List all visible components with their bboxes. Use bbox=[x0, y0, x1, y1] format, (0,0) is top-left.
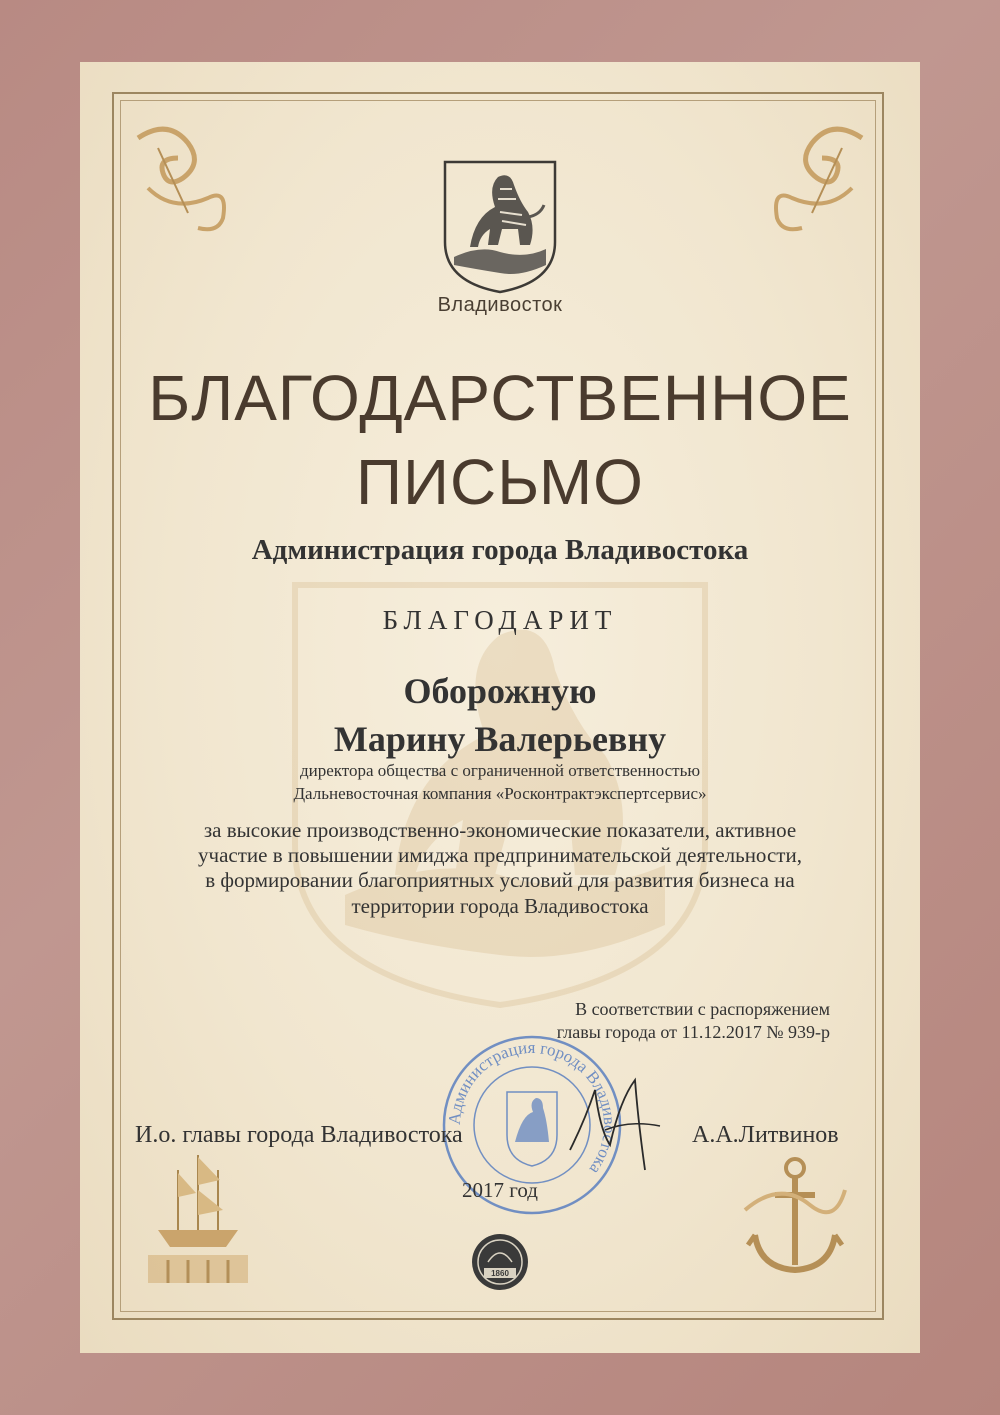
recipient-given-names: Марину Валерьевну bbox=[333, 719, 667, 759]
recipient-surname: Оборожную bbox=[403, 671, 597, 711]
city-label: Владивосток bbox=[437, 294, 563, 316]
order-line-1: В соответствии с распоряжением bbox=[575, 999, 830, 1019]
ornament-top-right-icon bbox=[762, 118, 872, 238]
issuer: Администрация города Владивостока bbox=[251, 534, 749, 566]
recipient-position-line-2: Дальневосточная компания «Росконтрактэкспертсервис» bbox=[293, 784, 707, 803]
jubilee-medal-icon bbox=[470, 1232, 530, 1292]
issue-year: 2017 год bbox=[462, 1178, 538, 1202]
reason-line-1: за высокие производственно-экономические показатели, активное bbox=[203, 818, 797, 842]
recipient-position-line-1: директора общества с ограниченной ответственностью bbox=[299, 761, 701, 780]
thanks-verb: БЛАГОДАРИТ bbox=[382, 605, 618, 635]
order-line-2: главы города от 11.12.2017 № 939-р bbox=[556, 1021, 830, 1042]
title-line-2: ПИСЬМО bbox=[356, 446, 644, 518]
sailing-ship-icon bbox=[138, 1135, 258, 1285]
medal-text: 1860 bbox=[491, 1269, 509, 1278]
signature-icon bbox=[550, 1060, 680, 1190]
stamp-ring-text: Администрация города Владивостока bbox=[444, 1037, 620, 1178]
reason-text bbox=[180, 818, 820, 919]
signer-title: И.о. главы города Владивостока bbox=[135, 1122, 463, 1148]
tiger-coat-of-arms-icon bbox=[440, 157, 560, 297]
reason-line-3: в формировании благоприятных условий для развития бизнеса на bbox=[205, 868, 795, 893]
anchor-icon bbox=[740, 1150, 850, 1290]
title-line-1: БЛАГОДАРСТВЕННОЕ bbox=[148, 362, 852, 434]
reason-line-4: территории города Владивостока bbox=[351, 893, 649, 918]
reason-line-2: участие в повышении имиджа предпринимательской деятельности, bbox=[198, 843, 802, 868]
signer-name: А.А.Литвинов bbox=[692, 1122, 839, 1148]
ornament-top-left-icon bbox=[128, 118, 238, 238]
